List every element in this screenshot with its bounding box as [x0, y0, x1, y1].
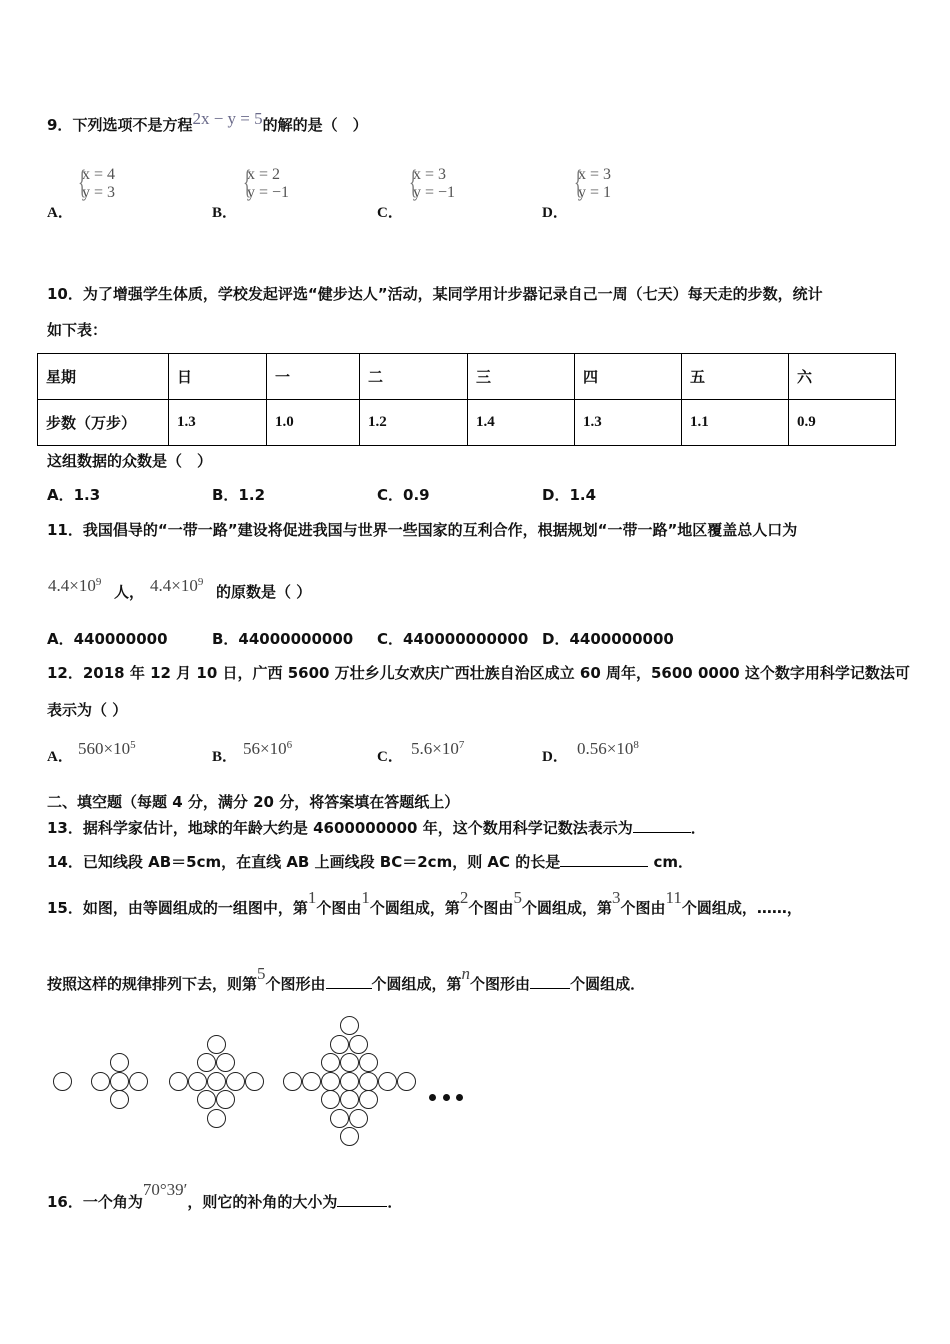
option-label: C．: [377, 749, 403, 765]
circle: [197, 1053, 216, 1072]
equation-system: { x = 3 y = −1: [409, 164, 456, 201]
q11-stem: 11．我国倡导的“一带一路”建设将促进我国与世界一些国家的互利合作，根据规划“一带一路”地区覆盖总人口为: [47, 521, 798, 539]
circle: [330, 1035, 349, 1054]
q9-text: 下列选项不是方程: [72, 116, 193, 134]
formula: $5.6\times 10^7$: [411, 739, 465, 758]
table-header-row: [38, 354, 896, 400]
circle: [207, 1109, 226, 1128]
formula: $560\times 10^5$: [78, 739, 136, 758]
circle: [110, 1090, 129, 1109]
option-label: A．: [47, 205, 73, 221]
circle: [359, 1053, 378, 1072]
q11-option-c[interactable]: C．440000000000: [377, 630, 529, 648]
table-cell: 1.0: [267, 400, 360, 446]
circle: [340, 1127, 359, 1146]
formula: $0.56\times 10^8$: [577, 739, 639, 758]
table-cell: 五: [682, 354, 789, 400]
circle: [188, 1072, 207, 1091]
table-cell: 星期: [38, 354, 169, 400]
equation-system: { x = 3 y = 1: [574, 164, 612, 201]
table-cell: 0.9: [789, 400, 896, 446]
q10-option-d[interactable]: D．1.4: [542, 486, 597, 504]
q9-text-end: 的解的是（ ）: [262, 116, 368, 134]
circle: [340, 1072, 359, 1091]
circle: [110, 1053, 129, 1072]
circle: [397, 1072, 416, 1091]
circle: [321, 1072, 340, 1091]
answer-blank[interactable]: [337, 1192, 387, 1207]
table-cell: 1.4: [468, 400, 575, 446]
circle: [283, 1072, 302, 1091]
table-cell: 1.2: [360, 400, 468, 446]
table-cell: 步数（万步）: [38, 400, 169, 446]
table-cell: 1.3: [575, 400, 682, 446]
q9-equation: 2x − y = 5: [192, 109, 263, 128]
circle: [207, 1035, 226, 1054]
q10-stem: 10．为了增强学生体质，学校发起评选“健步达人”活动，某同学用计步器记录自己一周（七天）每天走的步数，统计: [47, 285, 823, 303]
q11-option-b[interactable]: B．44000000000: [212, 630, 354, 648]
table-cell: 日: [169, 354, 267, 400]
q15-line2: 按照这样的规律排列下去，则第5个图形由 个圆组成，第n个图形由 个圆组成．: [47, 964, 646, 993]
table-cell: 二: [360, 354, 468, 400]
table-cell: 三: [468, 354, 575, 400]
q14: 14．已知线段 AB＝5cm，在直线 AB 上画线段 BC＝2cm，则 AC 的长是 cm．: [47, 853, 694, 871]
circle: [349, 1035, 368, 1054]
table-cell: 1.3: [169, 400, 267, 446]
option-label: B．: [212, 205, 238, 221]
circle: [110, 1072, 129, 1091]
ellipsis-dot: [429, 1094, 436, 1101]
q16: 16．一个角为70°39′，则它的补角的大小为 ．: [47, 1180, 403, 1211]
equation-system: { x = 2 y = −1: [243, 164, 290, 201]
q12-stem: 12．2018 年 12 月 10 日，广西 5600 万壮乡儿女欢庆广西壮族自治区成立 60 周年，5600 0000 这个数字用科学记数法可: [47, 664, 910, 682]
option-label: C．: [377, 205, 403, 221]
circle: [129, 1072, 148, 1091]
answer-blank[interactable]: [633, 818, 691, 833]
circle: [340, 1090, 359, 1109]
circle: [378, 1072, 397, 1091]
q11-formula-2: $4.4\times 10^9$: [150, 576, 204, 595]
circle: [359, 1072, 378, 1091]
q11-formula-1: $4.4\times 10^9$: [48, 576, 102, 595]
table-cell: 四: [575, 354, 682, 400]
q15-line1: 15．如图，由等圆组成的一组图中，第1个图由1个圆组成，第2个图由5个圆组成，第3个图由11个圆组成，……，: [47, 888, 802, 917]
circle: [330, 1109, 349, 1128]
option-label: D．: [542, 749, 568, 765]
ellipsis-dot: [456, 1094, 463, 1101]
q10-question: 这组数据的众数是（ ）: [47, 452, 213, 470]
q10-option-a[interactable]: A．1.3: [47, 486, 101, 504]
q10-option-b[interactable]: B．1.2: [212, 486, 266, 504]
q11-text: 人，: [114, 583, 145, 601]
circle: [216, 1053, 235, 1072]
table-cell: 六: [789, 354, 896, 400]
circle: [359, 1090, 378, 1109]
q9-number: 9．: [47, 116, 73, 134]
circle: [340, 1016, 359, 1035]
formula: $56\times 10^6$: [243, 739, 293, 758]
answer-blank[interactable]: [560, 852, 648, 867]
ellipsis-dot: [443, 1094, 450, 1101]
table-row: [38, 400, 896, 446]
circle: [245, 1072, 264, 1091]
circle: [216, 1090, 235, 1109]
answer-blank[interactable]: [530, 974, 570, 989]
equation-system: { x = 4 y = 3: [78, 164, 116, 201]
circle: [349, 1109, 368, 1128]
section-heading: 二、填空题（每题 4 分，满分 20 分，将答案填在答题纸上）: [47, 793, 460, 811]
circle: [169, 1072, 188, 1091]
circle: [340, 1053, 359, 1072]
q10-stem-2: 如下表：: [47, 321, 108, 339]
q11-option-a[interactable]: A．440000000: [47, 630, 168, 648]
table-cell: 一: [267, 354, 360, 400]
circle: [321, 1090, 340, 1109]
answer-blank[interactable]: [326, 974, 372, 989]
circle: [226, 1072, 245, 1091]
circle: [302, 1072, 321, 1091]
table-cell: 1.1: [682, 400, 789, 446]
q13: 13．据科学家估计，地球的年龄大约是 4600000000 年，这个数用科学记数法表示为 ．: [47, 819, 706, 837]
q11-text-end: 的原数是（ ）: [216, 583, 312, 601]
option-label: B．: [212, 749, 238, 765]
q11-option-d[interactable]: D．4400000000: [542, 630, 674, 648]
circle: [197, 1090, 216, 1109]
circle: [321, 1053, 340, 1072]
angle-value: 70°39′: [142, 1180, 188, 1199]
circle: [207, 1072, 226, 1091]
circle: [53, 1072, 72, 1091]
q10-option-c[interactable]: C．0.9: [377, 486, 430, 504]
q12-stem-2: 表示为（ ）: [47, 701, 128, 719]
option-label: D．: [542, 205, 568, 221]
steps-table: [37, 353, 896, 446]
option-label: A．: [47, 749, 73, 765]
circle: [91, 1072, 110, 1091]
q9-stem: [47, 109, 368, 135]
